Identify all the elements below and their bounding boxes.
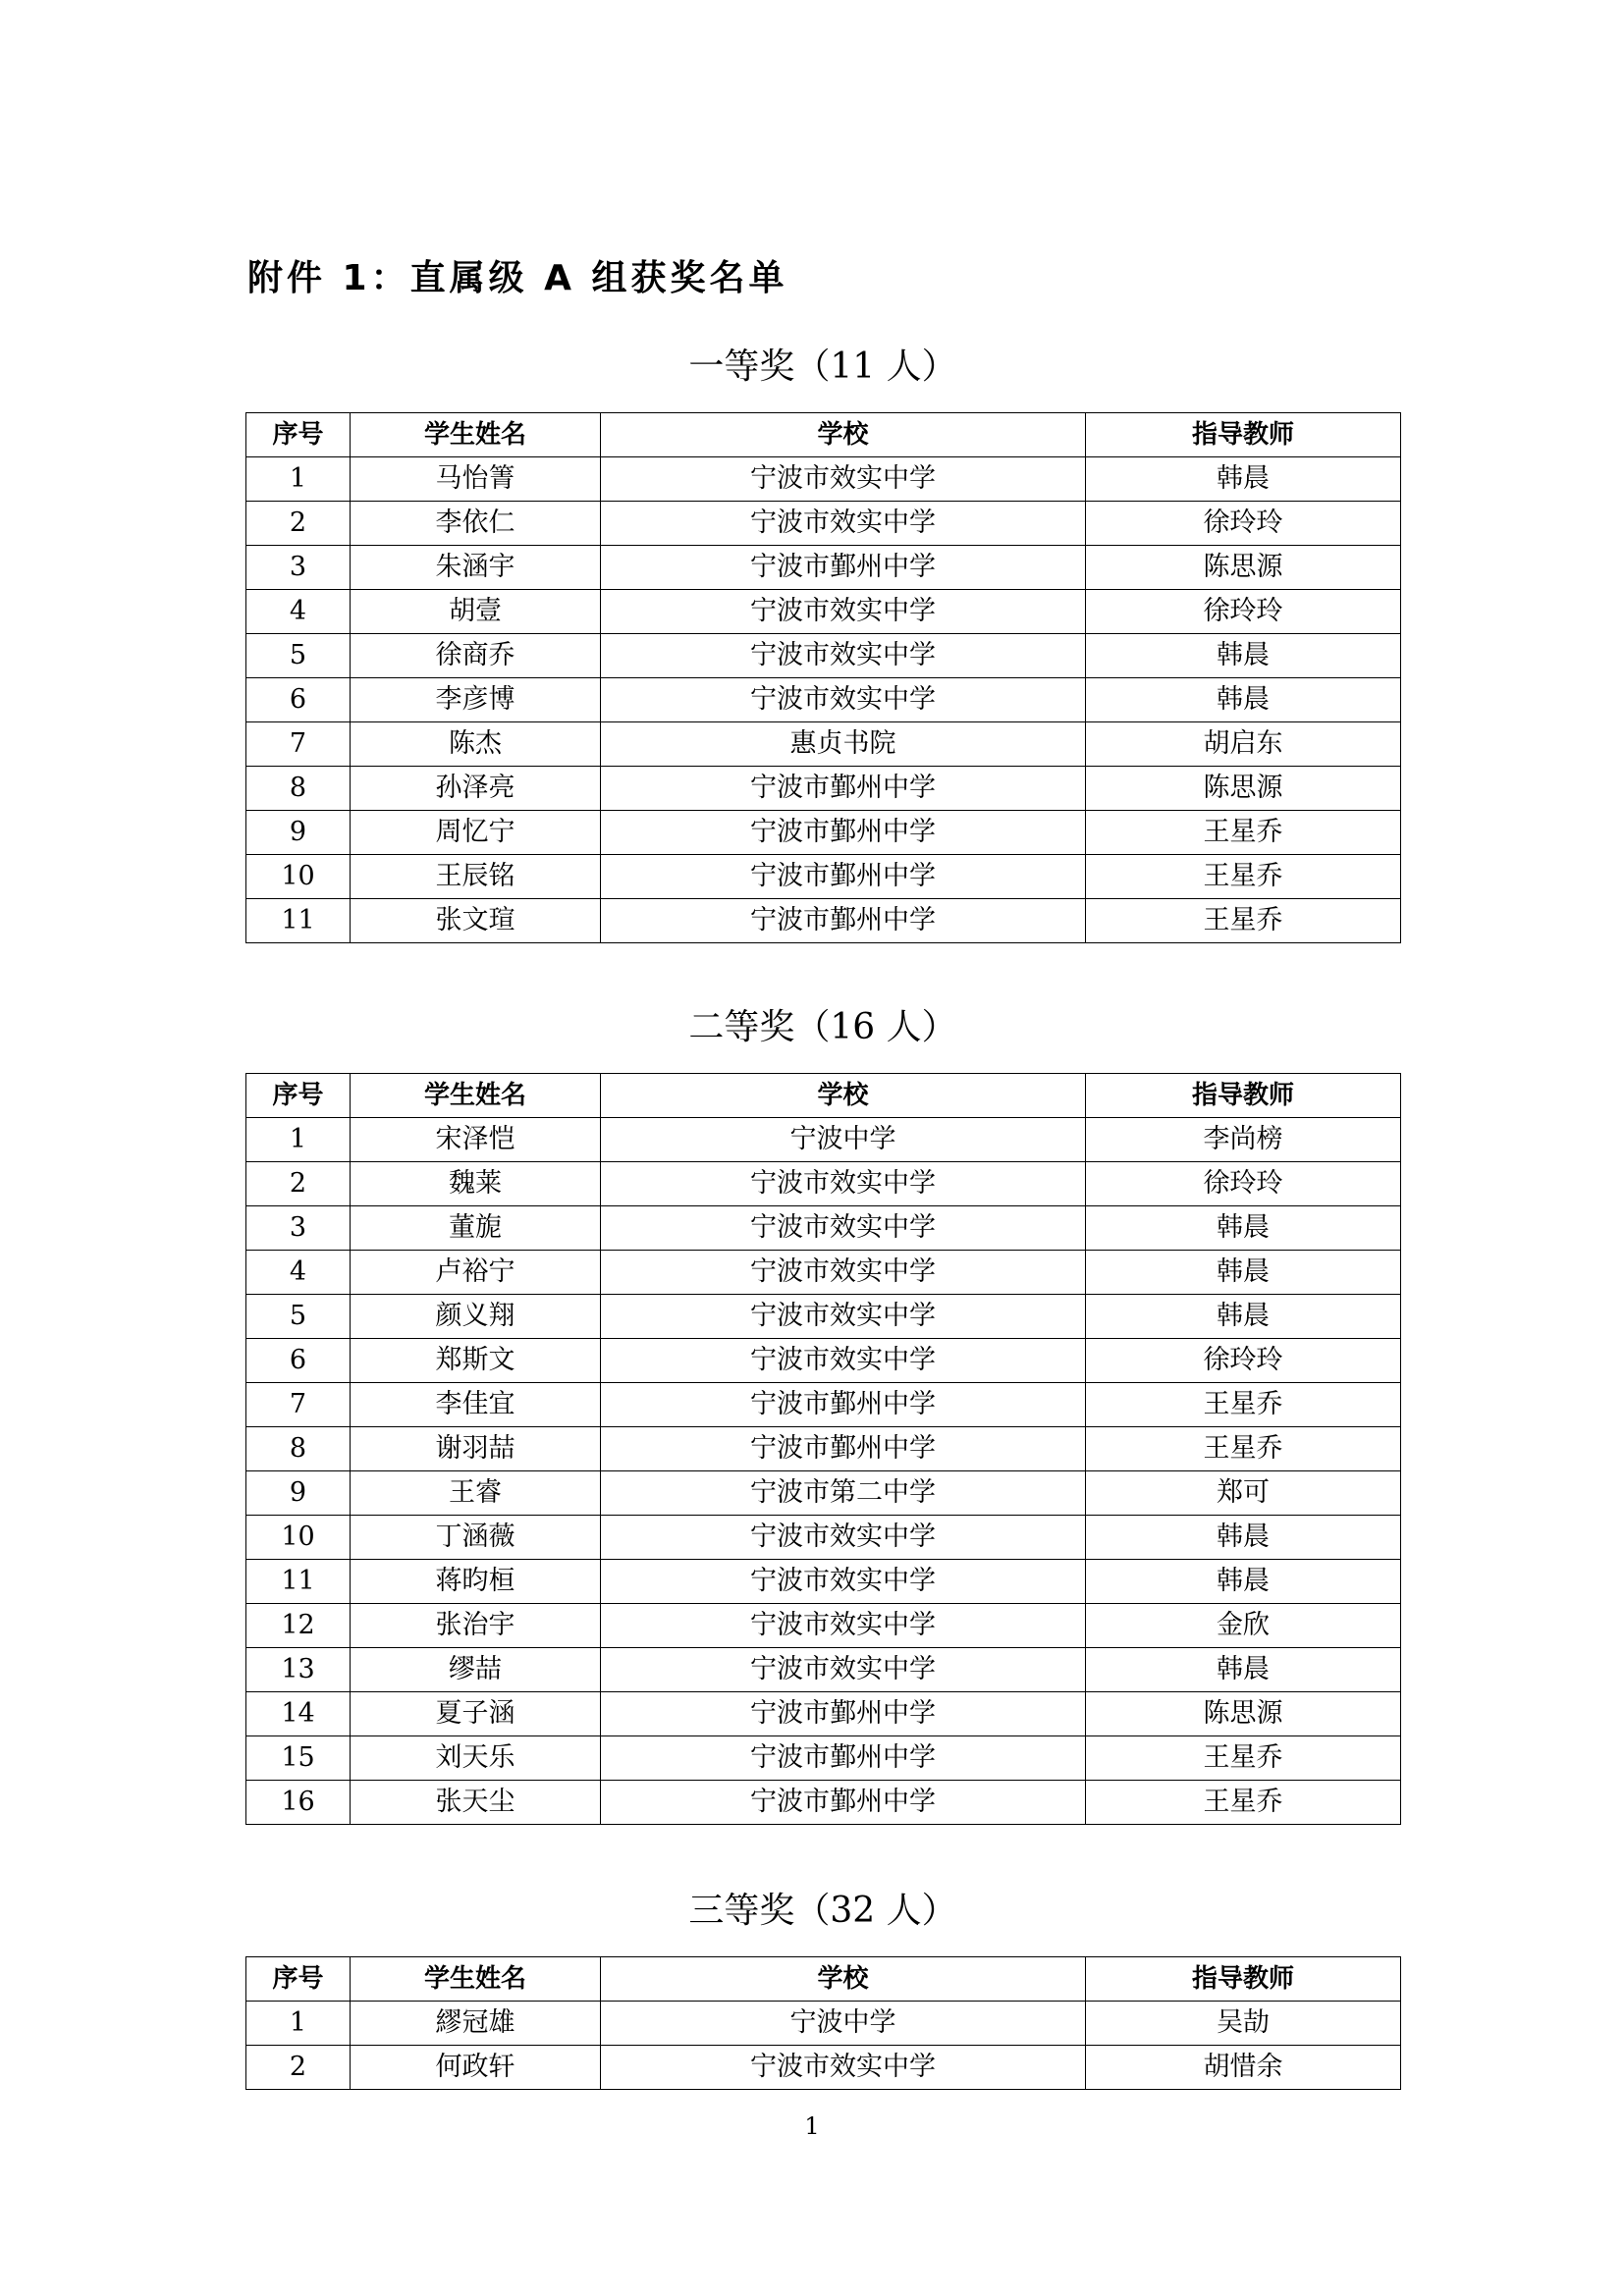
cell-student-name: 周忆宁 xyxy=(351,811,601,855)
second-prize-table xyxy=(245,1073,1401,1825)
table-row xyxy=(246,1162,1401,1206)
cell-index: 4 xyxy=(246,1251,351,1295)
section-title-third-prize: 三等奖（32 人） xyxy=(688,1891,957,1931)
cell-teacher: 陈思源 xyxy=(1086,546,1401,590)
cell-school: 宁波市效实中学 xyxy=(601,457,1086,502)
cell-school: 惠贞书院 xyxy=(601,722,1086,767)
cell-student-name: 胡壹 xyxy=(351,590,601,634)
cell-index: 12 xyxy=(246,1604,351,1648)
column-header-teacher: 指导教师 xyxy=(1086,1957,1401,2002)
cell-index: 7 xyxy=(246,1383,351,1427)
cell-index: 1 xyxy=(246,457,351,502)
table-row xyxy=(246,1427,1401,1471)
cell-school: 宁波市效实中学 xyxy=(601,1162,1086,1206)
cell-school: 宁波市鄞州中学 xyxy=(601,1427,1086,1471)
cell-school: 宁波市鄞州中学 xyxy=(601,767,1086,811)
cell-school: 宁波市效实中学 xyxy=(601,1339,1086,1383)
table-header-row xyxy=(246,1957,1401,2002)
cell-index: 1 xyxy=(246,2002,351,2046)
table-row xyxy=(246,1692,1401,1736)
cell-index: 7 xyxy=(246,722,351,767)
table-row xyxy=(246,546,1401,590)
cell-school: 宁波市鄞州中学 xyxy=(601,811,1086,855)
table-row xyxy=(246,678,1401,722)
cell-teacher: 金欣 xyxy=(1086,1604,1401,1648)
cell-teacher: 韩晨 xyxy=(1086,1295,1401,1339)
cell-teacher: 王星乔 xyxy=(1086,1427,1401,1471)
cell-school: 宁波中学 xyxy=(601,2002,1086,2046)
table-row xyxy=(246,1604,1401,1648)
cell-index: 14 xyxy=(246,1692,351,1736)
cell-index: 15 xyxy=(246,1736,351,1781)
table-row xyxy=(246,1736,1401,1781)
page-number: 1 xyxy=(804,2112,820,2140)
cell-teacher: 韩晨 xyxy=(1086,1560,1401,1604)
cell-teacher: 韩晨 xyxy=(1086,1648,1401,1692)
cell-school: 宁波市效实中学 xyxy=(601,678,1086,722)
cell-index: 2 xyxy=(246,2046,351,2090)
column-header-student-name: 学生姓名 xyxy=(351,1074,601,1118)
document-title: 附件 1：直属级 A 组获奖名单 xyxy=(247,258,788,298)
cell-teacher: 韩晨 xyxy=(1086,1206,1401,1251)
cell-teacher: 韩晨 xyxy=(1086,1516,1401,1560)
cell-student-name: 缪喆 xyxy=(351,1648,601,1692)
cell-teacher: 徐玲玲 xyxy=(1086,1162,1401,1206)
table-row xyxy=(246,811,1401,855)
column-header-school: 学校 xyxy=(601,1074,1086,1118)
cell-teacher: 韩晨 xyxy=(1086,1251,1401,1295)
table-row xyxy=(246,2046,1401,2090)
cell-teacher: 王星乔 xyxy=(1086,899,1401,943)
cell-teacher: 王星乔 xyxy=(1086,1383,1401,1427)
cell-index: 8 xyxy=(246,1427,351,1471)
cell-teacher: 胡惜余 xyxy=(1086,2046,1401,2090)
table-row xyxy=(246,1516,1401,1560)
cell-student-name: 马怡箐 xyxy=(351,457,601,502)
table-row xyxy=(246,1648,1401,1692)
table-header-row xyxy=(246,413,1401,457)
cell-student-name: 朱涵宇 xyxy=(351,546,601,590)
cell-school: 宁波市效实中学 xyxy=(601,1560,1086,1604)
cell-index: 10 xyxy=(246,1516,351,1560)
cell-student-name: 徐商乔 xyxy=(351,634,601,678)
cell-student-name: 陈杰 xyxy=(351,722,601,767)
table-row xyxy=(246,1560,1401,1604)
cell-student-name: 宋泽恺 xyxy=(351,1118,601,1162)
table-row xyxy=(246,767,1401,811)
cell-student-name: 刘天乐 xyxy=(351,1736,601,1781)
cell-teacher: 韩晨 xyxy=(1086,678,1401,722)
cell-index: 11 xyxy=(246,1560,351,1604)
cell-student-name: 董旎 xyxy=(351,1206,601,1251)
first-prize-table xyxy=(245,412,1401,943)
cell-school: 宁波市效实中学 xyxy=(601,1295,1086,1339)
cell-teacher: 陈思源 xyxy=(1086,1692,1401,1736)
cell-school: 宁波市鄞州中学 xyxy=(601,1781,1086,1825)
cell-school: 宁波市效实中学 xyxy=(601,2046,1086,2090)
column-header-school: 学校 xyxy=(601,1957,1086,2002)
cell-teacher: 徐玲玲 xyxy=(1086,502,1401,546)
table-row xyxy=(246,502,1401,546)
cell-index: 6 xyxy=(246,1339,351,1383)
cell-student-name: 何政轩 xyxy=(351,2046,601,2090)
cell-school: 宁波市效实中学 xyxy=(601,1604,1086,1648)
cell-index: 8 xyxy=(246,767,351,811)
cell-school: 宁波中学 xyxy=(601,1118,1086,1162)
table-row xyxy=(246,1295,1401,1339)
cell-teacher: 王星乔 xyxy=(1086,1736,1401,1781)
table-row xyxy=(246,1781,1401,1825)
cell-index: 16 xyxy=(246,1781,351,1825)
cell-student-name: 李佳宜 xyxy=(351,1383,601,1427)
table-row xyxy=(246,1339,1401,1383)
table-row xyxy=(246,1206,1401,1251)
cell-student-name: 郑斯文 xyxy=(351,1339,601,1383)
cell-index: 9 xyxy=(246,1471,351,1516)
table-row xyxy=(246,590,1401,634)
table-row xyxy=(246,2002,1401,2046)
cell-teacher: 吴劼 xyxy=(1086,2002,1401,2046)
cell-student-name: 孙泽亮 xyxy=(351,767,601,811)
cell-index: 5 xyxy=(246,1295,351,1339)
cell-teacher: 陈思源 xyxy=(1086,767,1401,811)
cell-teacher: 郑可 xyxy=(1086,1471,1401,1516)
column-header-index: 序号 xyxy=(246,413,351,457)
cell-index: 3 xyxy=(246,1206,351,1251)
cell-teacher: 李尚榜 xyxy=(1086,1118,1401,1162)
table-row xyxy=(246,899,1401,943)
cell-school: 宁波市效实中学 xyxy=(601,1206,1086,1251)
table-row xyxy=(246,722,1401,767)
cell-student-name: 李依仁 xyxy=(351,502,601,546)
cell-school: 宁波市效实中学 xyxy=(601,634,1086,678)
cell-teacher: 韩晨 xyxy=(1086,457,1401,502)
cell-student-name: 张治宇 xyxy=(351,1604,601,1648)
table-row xyxy=(246,1251,1401,1295)
cell-index: 10 xyxy=(246,855,351,899)
table-row xyxy=(246,1471,1401,1516)
cell-index: 3 xyxy=(246,546,351,590)
cell-index: 6 xyxy=(246,678,351,722)
cell-school: 宁波市效实中学 xyxy=(601,1251,1086,1295)
cell-teacher: 王星乔 xyxy=(1086,811,1401,855)
section-title-first-prize: 一等奖（11 人） xyxy=(688,347,957,387)
cell-student-name: 谢羽喆 xyxy=(351,1427,601,1471)
cell-student-name: 张文瑄 xyxy=(351,899,601,943)
column-header-school: 学校 xyxy=(601,413,1086,457)
cell-school: 宁波市第二中学 xyxy=(601,1471,1086,1516)
cell-school: 宁波市效实中学 xyxy=(601,1648,1086,1692)
cell-index: 13 xyxy=(246,1648,351,1692)
cell-teacher: 胡启东 xyxy=(1086,722,1401,767)
cell-student-name: 颜义翔 xyxy=(351,1295,601,1339)
cell-index: 2 xyxy=(246,1162,351,1206)
column-header-teacher: 指导教师 xyxy=(1086,413,1401,457)
cell-school: 宁波市鄞州中学 xyxy=(601,1692,1086,1736)
cell-index: 9 xyxy=(246,811,351,855)
cell-student-name: 李彦博 xyxy=(351,678,601,722)
cell-student-name: 王睿 xyxy=(351,1471,601,1516)
cell-school: 宁波市鄞州中学 xyxy=(601,855,1086,899)
cell-index: 1 xyxy=(246,1118,351,1162)
cell-teacher: 王星乔 xyxy=(1086,1781,1401,1825)
cell-student-name: 张天尘 xyxy=(351,1781,601,1825)
cell-teacher: 韩晨 xyxy=(1086,634,1401,678)
cell-student-name: 丁涵薇 xyxy=(351,1516,601,1560)
column-header-index: 序号 xyxy=(246,1957,351,2002)
cell-student-name: 魏莱 xyxy=(351,1162,601,1206)
column-header-student-name: 学生姓名 xyxy=(351,413,601,457)
cell-index: 4 xyxy=(246,590,351,634)
table-row xyxy=(246,1383,1401,1427)
column-header-teacher: 指导教师 xyxy=(1086,1074,1401,1118)
cell-school: 宁波市鄞州中学 xyxy=(601,1736,1086,1781)
table-header-row xyxy=(246,1074,1401,1118)
cell-teacher: 徐玲玲 xyxy=(1086,590,1401,634)
cell-student-name: 夏子涵 xyxy=(351,1692,601,1736)
section-title-second-prize: 二等奖（16 人） xyxy=(688,1007,957,1047)
cell-index: 2 xyxy=(246,502,351,546)
table-row xyxy=(246,457,1401,502)
column-header-student-name: 学生姓名 xyxy=(351,1957,601,2002)
cell-school: 宁波市鄞州中学 xyxy=(601,899,1086,943)
cell-school: 宁波市鄞州中学 xyxy=(601,1383,1086,1427)
cell-teacher: 徐玲玲 xyxy=(1086,1339,1401,1383)
table-row xyxy=(246,1118,1401,1162)
cell-student-name: 王辰铭 xyxy=(351,855,601,899)
cell-index: 11 xyxy=(246,899,351,943)
cell-student-name: 卢裕宁 xyxy=(351,1251,601,1295)
table-row xyxy=(246,634,1401,678)
cell-student-name: 蒋昀桓 xyxy=(351,1560,601,1604)
third-prize-table xyxy=(245,1956,1401,2090)
cell-school: 宁波市鄞州中学 xyxy=(601,546,1086,590)
cell-index: 5 xyxy=(246,634,351,678)
cell-school: 宁波市效实中学 xyxy=(601,502,1086,546)
column-header-index: 序号 xyxy=(246,1074,351,1118)
table-row xyxy=(246,855,1401,899)
cell-school: 宁波市效实中学 xyxy=(601,1516,1086,1560)
cell-student-name: 繆冠雄 xyxy=(351,2002,601,2046)
cell-school: 宁波市效实中学 xyxy=(601,590,1086,634)
cell-teacher: 王星乔 xyxy=(1086,855,1401,899)
